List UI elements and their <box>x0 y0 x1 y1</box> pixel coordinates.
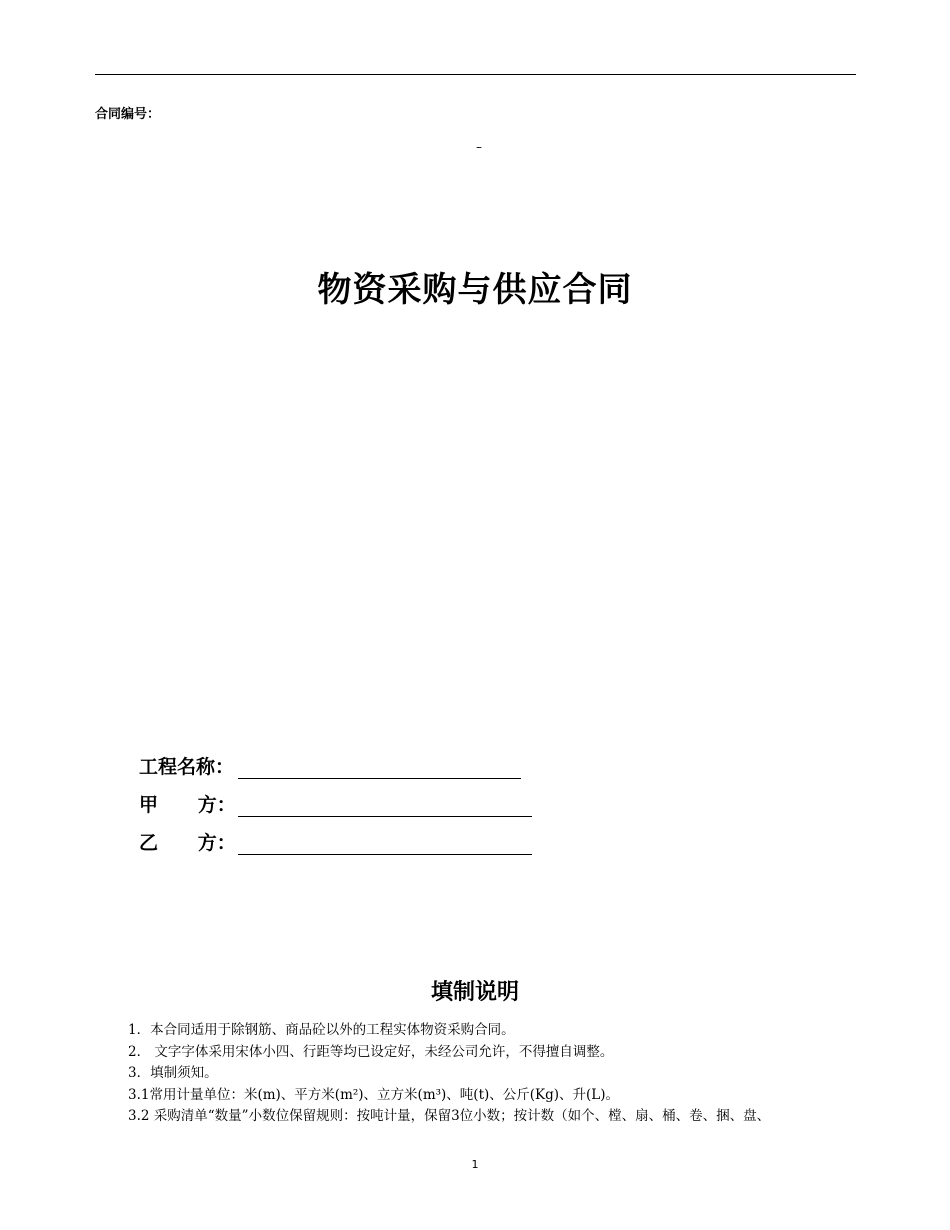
instruction-line: 3．填制须知。 <box>128 1065 218 1081</box>
project-name-field <box>139 752 521 779</box>
header-rule <box>95 74 856 75</box>
dash-mark: – <box>476 140 482 154</box>
party-b-label: 乙 方： <box>139 832 236 854</box>
document-title: 物资采购与供应合同 <box>317 270 633 310</box>
party-a-label: 甲 方： <box>139 794 236 816</box>
instruction-line: 1．本合同适用于除钢筋、商品砼以外的工程实体物资采购合同。 <box>128 1022 515 1038</box>
instruction-line: 3.2 采购清单“数量”小数位保留规则：按吨计量，保留3位小数；按计数（如个、樘、扇、桶、卷、捆、盘、 <box>128 1108 771 1124</box>
party-a-field <box>139 790 532 817</box>
instruction-line: 3.1常用计量单位：米(m)、平方米(m²)、立方米(m³)、吨(t)、公斤(Kg)、升(L)。 <box>128 1086 620 1103</box>
party-b-blank[interactable] <box>238 832 532 855</box>
project-name-blank[interactable] <box>238 756 521 779</box>
page-number: 1 <box>471 1158 479 1171</box>
party-b-field <box>139 828 532 855</box>
instructions-list <box>128 1020 868 1128</box>
instructions-title: 填制说明 <box>430 980 519 1005</box>
instruction-line: 2． 文字字体采用宋体小四、行距等均已设定好，未经公司允许，不得擅自调整。 <box>128 1043 614 1060</box>
project-name-label: 工程名称： <box>139 756 235 778</box>
party-a-blank[interactable] <box>238 794 532 817</box>
contract-number-label: 合同编号： <box>95 107 161 122</box>
